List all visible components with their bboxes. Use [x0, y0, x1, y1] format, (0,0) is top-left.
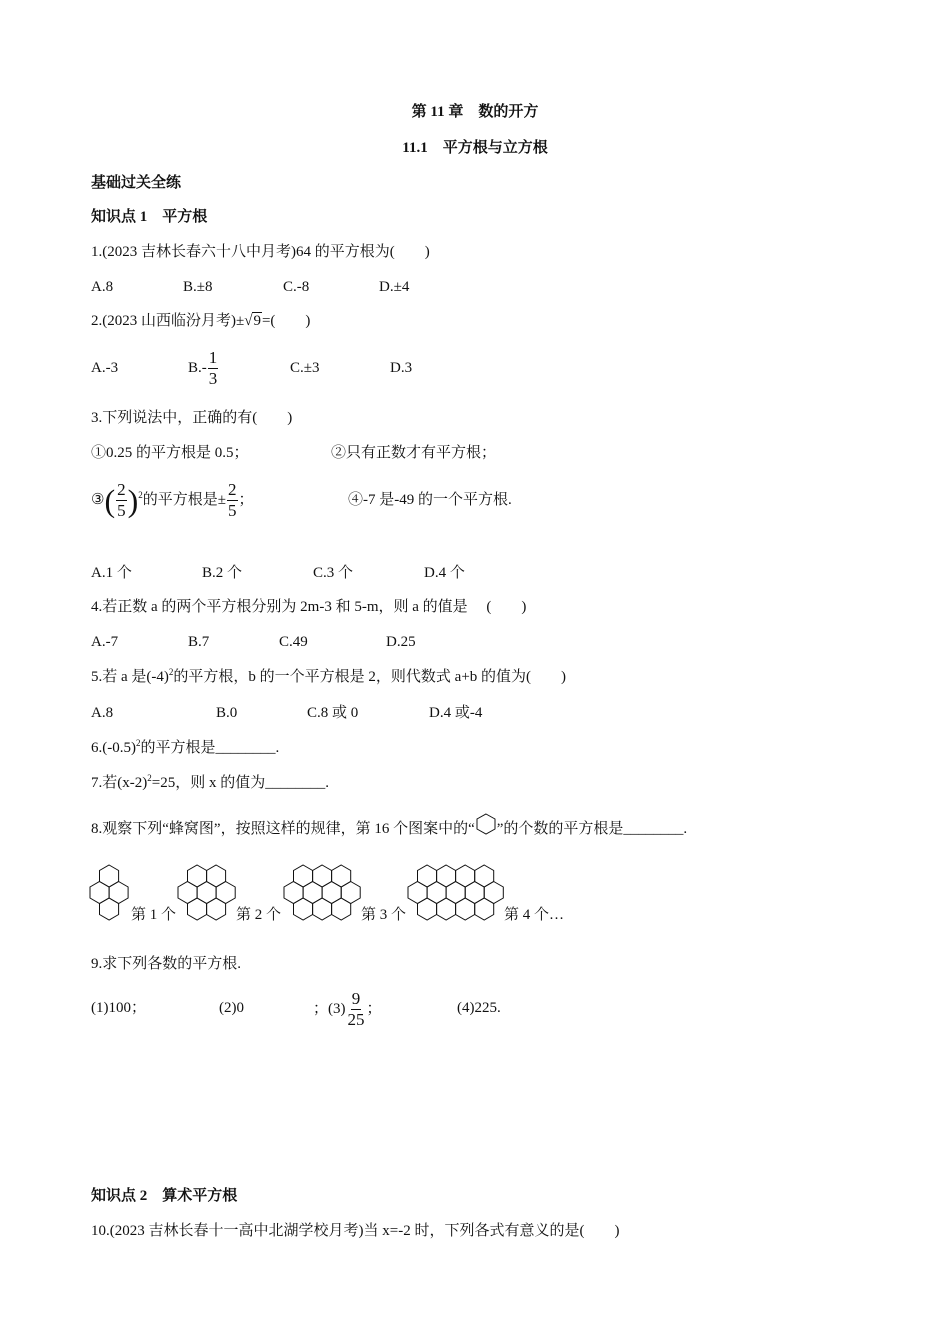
- q6-stem-b: 的平方根是________.: [140, 740, 280, 756]
- question-5: [91, 667, 566, 687]
- q9-p3-end: ；: [366, 1001, 382, 1017]
- right-paren: ): [127, 482, 139, 519]
- hexagon-icon: [475, 813, 497, 835]
- q2-option-d: D.3: [390, 360, 413, 376]
- figure-1-label: 第 1 个: [131, 907, 177, 923]
- q3-statement-4: ④-7 是-49 的一个平方根.: [348, 492, 512, 508]
- q3-statement-2: ②只有正数才有平方根；: [331, 445, 497, 461]
- honeycomb-figure-4: [406, 864, 510, 922]
- q9-part-1: (1)100；: [91, 1000, 146, 1016]
- q3-s3-prefix: ③: [91, 492, 105, 508]
- q8-stem-b: ”的个数的平方根是________.: [496, 821, 688, 837]
- q5-option-d: D.4 或-4: [429, 705, 483, 721]
- q9-part-2: (2)0: [219, 1000, 244, 1016]
- q7-stem-b: =25，则 x 的值为________.: [151, 775, 329, 791]
- q3-s3-fraction: [116, 480, 127, 521]
- honeycomb-figure-3: [282, 864, 364, 922]
- honeycomb-cell: [475, 898, 494, 920]
- question-4: 4.若正数 a 的两个平方根分别为 2m-3 和 5-m，则 a 的值是 ( ): [91, 599, 527, 615]
- q3-s3-denominator: 5: [117, 501, 126, 521]
- q3-s3-numerator: 2: [117, 480, 126, 500]
- q5-stem-a: 5.若 a 是(-4): [91, 669, 169, 685]
- question-1: 1.(2023 吉林长春六十八中月考)64 的平方根为( ): [91, 244, 430, 260]
- figure-3-label: 第 3 个: [361, 907, 407, 923]
- honeycomb-figure-1: [88, 864, 130, 922]
- q9-p3-denominator: 25: [347, 1010, 365, 1030]
- honeycomb-cell: [313, 898, 332, 920]
- q7-stem-a: 7.若(x-2): [91, 775, 148, 791]
- q3-option-b: B.2 个: [202, 565, 243, 581]
- q9-part-3: [313, 987, 382, 1031]
- q3-statement-3: [91, 478, 254, 522]
- q3-s3-numerator-2: 2: [228, 480, 237, 500]
- q1-option-c: C.-8: [283, 279, 310, 295]
- q8-stem-a: 8.观察下列“蜂窝图”，按照这样的规律，第 16 个图案中的“: [91, 821, 475, 837]
- honeycomb-figure-2: [176, 864, 240, 922]
- q7-exponent: 2: [147, 773, 152, 783]
- q2-b-numerator: 1: [208, 348, 218, 368]
- honeycomb-cell: [418, 898, 437, 920]
- q6-exponent: 2: [136, 738, 141, 748]
- q5-stem-b: 的平方根，b 的一个平方根是 2，则代数式 a+b 的值为( ): [173, 669, 567, 685]
- q9-part-4: (4)225.: [457, 1000, 501, 1016]
- q5-option-c: C.8 或 0: [307, 705, 359, 721]
- question-2: [91, 311, 310, 331]
- q3-option-d: D.4 个: [424, 565, 465, 581]
- question-8: [91, 813, 687, 839]
- honeycomb-cell: [100, 898, 119, 920]
- figure-2-label: 第 2 个: [236, 907, 282, 923]
- q1-option-b: B.±8: [183, 279, 213, 295]
- q3-s3-exponent: 2: [138, 490, 143, 500]
- q3-s3-mid: 的平方根是±: [142, 492, 226, 508]
- q5-option-b: B.0: [216, 705, 238, 721]
- q4-option-b: B.7: [188, 634, 210, 650]
- chapter-title: 第 11 章 数的开方: [411, 104, 539, 120]
- q3-s3-denominator-2: 5: [228, 501, 237, 521]
- q4-option-c: C.49: [279, 634, 308, 650]
- q2-radicand: 9: [253, 313, 261, 329]
- practice-title: 基础过关全练: [91, 175, 182, 191]
- honeycomb-cell: [332, 898, 351, 920]
- sqrt-expression: √9: [244, 313, 261, 329]
- q2-option-b: [188, 346, 219, 390]
- honeycomb-cell: [294, 898, 313, 920]
- q3-option-a: A.1 个: [91, 565, 132, 581]
- honeycomb-cell: [456, 898, 475, 920]
- q9-p3-fraction: [347, 989, 366, 1030]
- honeycomb-cell: [437, 898, 456, 920]
- question-9: 9.求下列各数的平方根.: [91, 956, 242, 972]
- question-10: 10.(2023 吉林长春十一高中北湖学校月考)当 x=-2 时，下列各式有意义的是( ): [91, 1223, 620, 1239]
- q3-s3-end: ；: [238, 492, 254, 508]
- question-7: [91, 773, 329, 793]
- q9-p3-numerator: 9: [351, 989, 361, 1009]
- q9-p3-prefix: ；(3): [313, 1001, 346, 1017]
- q4-option-a: A.-7: [91, 634, 119, 650]
- q2-suffix: =( ): [261, 313, 311, 329]
- q3-statement-1: ①0.25 的平方根是 0.5；: [91, 445, 249, 461]
- left-paren: (: [104, 482, 116, 519]
- q2-b-prefix: B.-: [188, 360, 207, 376]
- figure-4-label: 第 4 个…: [504, 907, 565, 923]
- q2-b-denominator: 3: [208, 369, 218, 389]
- knowledge-point-1: 知识点 1 平方根: [91, 209, 208, 225]
- q2-b-fraction: [208, 348, 219, 389]
- q1-option-a: A.8: [91, 279, 114, 295]
- question-3: 3.下列说法中，正确的有( ): [91, 410, 293, 426]
- q3-s3-fraction-2: [227, 480, 238, 521]
- q2-prefix: 2.(2023 山西临汾月考)±: [91, 313, 245, 329]
- honeycomb-cell: [188, 898, 207, 920]
- q3-option-c: C.3 个: [313, 565, 354, 581]
- q4-option-d: D.25: [386, 634, 416, 650]
- honeycomb-cell: [207, 898, 226, 920]
- q5-exponent: 2: [168, 667, 174, 677]
- question-6: [91, 738, 279, 758]
- knowledge-point-2: 知识点 2 算术平方根: [91, 1188, 238, 1204]
- q1-option-d: D.±4: [379, 279, 410, 295]
- q2-option-c: C.±3: [290, 360, 320, 376]
- section-title: 11.1 平方根与立方根: [402, 140, 548, 156]
- q5-option-a: A.8: [91, 705, 114, 721]
- q2-option-a: A.-3: [91, 360, 119, 376]
- q6-stem-a: 6.(-0.5): [91, 740, 136, 756]
